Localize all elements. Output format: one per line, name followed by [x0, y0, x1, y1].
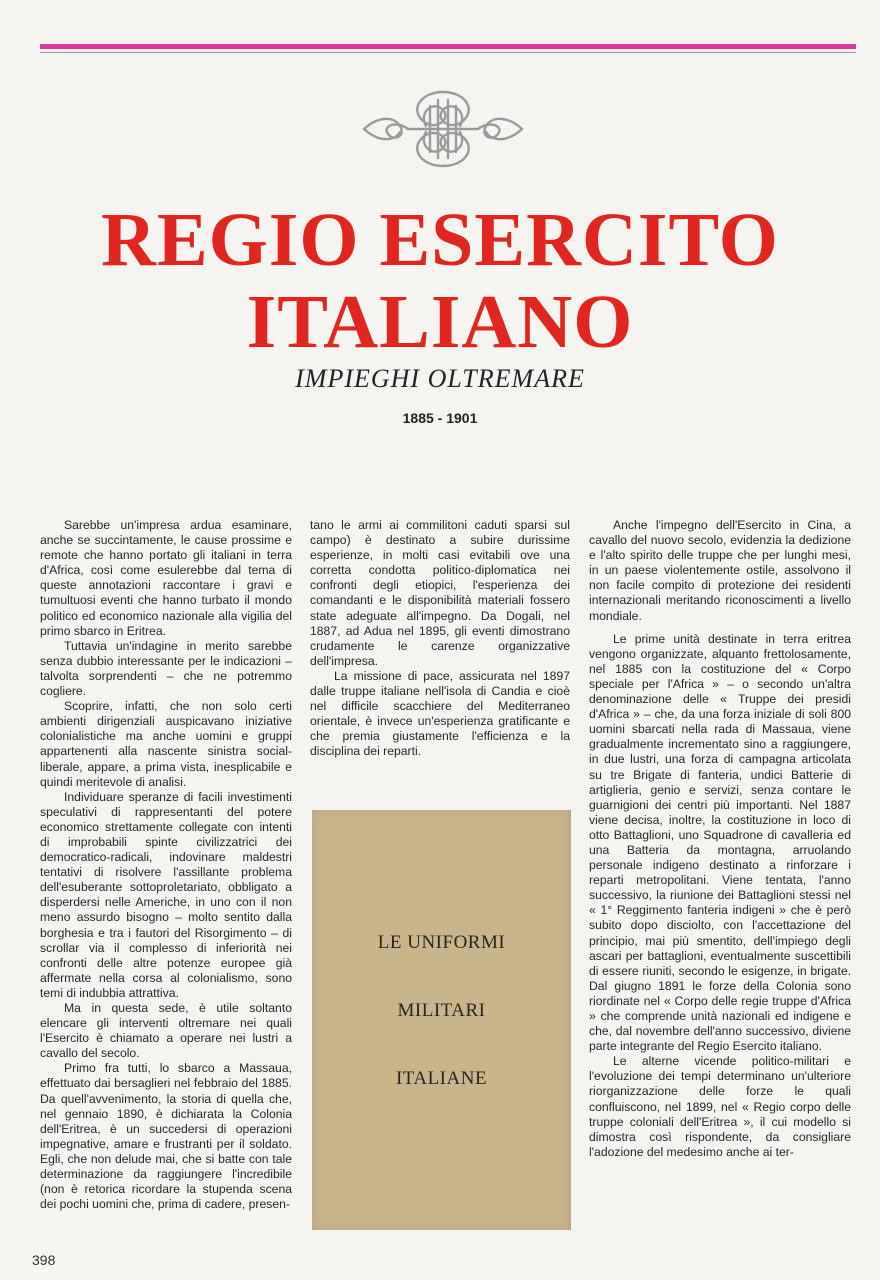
top-rule [40, 44, 856, 49]
paragraph: Le prime unità destinate in terra eritrea vengono organizzate, alquanto frettolosamente, nel 1885 con la costituzione del « Corpo speciale per l'Africa » – o secondo un'altra denominazione delle « Truppe dei presidi d'Africa » – che, da una forza iniziale di soli 800 uomini sbarcati nella rada di Massaua, viene gradualmente incrementato sino a raggiungere, in due lustri, una forza di campagna articolata su tre Brigate di fanteria, undici Batterie di artiglieria, genio e servizi, senza contare le guarnigioni dei centri più importanti. Nel 1887 viene decisa, inoltre, la costituzione in loco di otto Battaglioni, uno Squadrone di cavalleria ed una Batteria da montagna, arruolando personale indigeno destinato a rinforzare i reparti metropolitani. Viene tentata, l'anno successivo, la riunione dei Battaglioni stessi nel « 1° Reggimento fanteria indigeni » che è però subito dopo disciolto, con l'accettazione del principio, mai più smentito, dell'impiego degli ascari per battaglioni, eventualmente suscettibili di essere riuniti, secondo le esigenze, in brigate. Dal giugno 1891 le forze della Colonia sono riordinate nel « Corpo delle regie truppe d'Africa » che comprende unità nazionali ed indigene e che, dal novembre dell'anno successivo, diviene parte integrante del Regio Esercito italiano. [589, 631, 851, 1054]
paragraph: Primo fra tutti, lo sbarco a Massaua, effettuato dai bersaglieri nel febbraio del 1885. Da quell'avvenimento, la storia di quella che, nel gennaio 1890, è dichiarata la Colonia dell'Eritrea, è un succedersi di operazioni impegnative, amare e frustranti per il soldato. Egli, che non delude mai, che si batte con tale determinazione da raggiungere l'incredibile (non è retorica ricordare la stupenda scena dei pochi uomini che, prima di cadere, presen- [40, 1061, 292, 1212]
page-subtitle: IMPIEGHI OLTREMARE [295, 364, 585, 393]
paragraph: Le alterne vicende politico-militari e l'evoluzione dei tempi determinano un'ulteriore riorganizzazione delle forze le quali confluiscono, nel 1899, nel « Regio corpo delle truppe coloniali dell'Eritrea », il cui modello si dimostra così rispondente, da consigliare l'adozione del medesimo anche ai ter- [589, 1054, 851, 1159]
book-cover-line2: MILITARI [397, 1000, 486, 1021]
text-column-1 [40, 518, 292, 1230]
page-title-line1: REGIO ESERCITO [101, 198, 779, 282]
paragraph: Anche l'impegno dell'Esercito in Cina, a cavallo del nuovo secolo, evidenzia la dedizione e l'alto spirito delle truppe che per lunghi mesi, in un paese violentemente ostile, assolvono il non facile compito di protezione dei residenti internazionali meritando riconoscimenti a livello mondiale. [589, 518, 851, 623]
book-cover-line1: LE UNIFORMI [377, 932, 506, 953]
paragraph: Tuttavia un'indagine in merito sarebbe senza dubbio interessante per le indicazioni – talvolta sorprendenti – che ne potremmo cogliere. [40, 638, 292, 699]
paragraph: Scoprire, infatti, che non solo certi ambienti dirigenziali auspicavano iniziative colonialistiche ma anche uomini e gruppi appartenenti alla nascente sinistra social-liberale, appare, a prima vista, inesplicabile e quindi meritevole di analisi. [40, 699, 292, 789]
book-cover-line3: ITALIANE [395, 1068, 488, 1089]
page-number: 398 [32, 1252, 56, 1268]
paragraph: La missione di pace, assicurata nel 1897 dalle truppe italiane nell'isola di Candia e cioè nel difficile scacchiere del Mediterraneo orientale, è invece un'esperienza gratificante e che premia giustamente l'efficienza e la disciplina dei reparti. [310, 668, 570, 759]
book-cover-image [312, 810, 571, 1230]
calligraphic-flourish-icon [360, 86, 526, 172]
text-column-2 [310, 518, 570, 778]
paragraph: Individuare speranze di facili investimenti speculativi di rappresentanti del potere economico strettamente collegate con intenti di improbabili spinte civilizzatrici dei democratico-radicali, indovinare maldestri tentativi di risolvere l'assillante problema dell'esuberante sottoproletariato, obbligato a disperdersi nelle Americhe, in uno con il non meno assurdo bisogno – molto sentito dalla borghesia e tra i fautori del Risorgimento – di scrollar via il complesso di inferiorità nei confronti delle altre potenze europee già affermate nella corsa al colonialismo, sono temi di indubbia attrattiva. [40, 789, 292, 1000]
paragraph: Sarebbe un'impresa ardua esaminare, anche se succintamente, le cause prossime e remote che hanno portato gli italiani in terra d'Africa, così come esulerebbe dal tema di queste annotazioni raccontare i gravi e tumultuosi eventi che hanno turbato il mondo politico ed economico nazionale alla vigilia del primo sbarco in Eritrea. [40, 518, 292, 638]
paragraph: tano le armi ai commilitoni caduti sparsi sul campo) è destinato a subire durissime esperienze, in molti casi evitabili ove una corretta condotta politico-diplomatica nei confronti degli etiopici, l'esperienza dei comandanti e le disponibilità materiali fossero state adeguate all'impegno. Da Dogali, nel 1887, ad Adua nel 1895, gli eventi dimostrano crudamente le carenze organizzative dell'impresa. [310, 518, 570, 668]
date-range: 1885 - 1901 [402, 410, 478, 426]
paragraph: Ma in questa sede, è utile soltanto elencare gli interventi oltremare nei quali l'Esercito è chiamato a operare nei lustri a cavallo del secolo. [40, 1001, 292, 1061]
page-title-line2: ITALIANO [246, 280, 634, 364]
text-column-3 [589, 518, 851, 1230]
